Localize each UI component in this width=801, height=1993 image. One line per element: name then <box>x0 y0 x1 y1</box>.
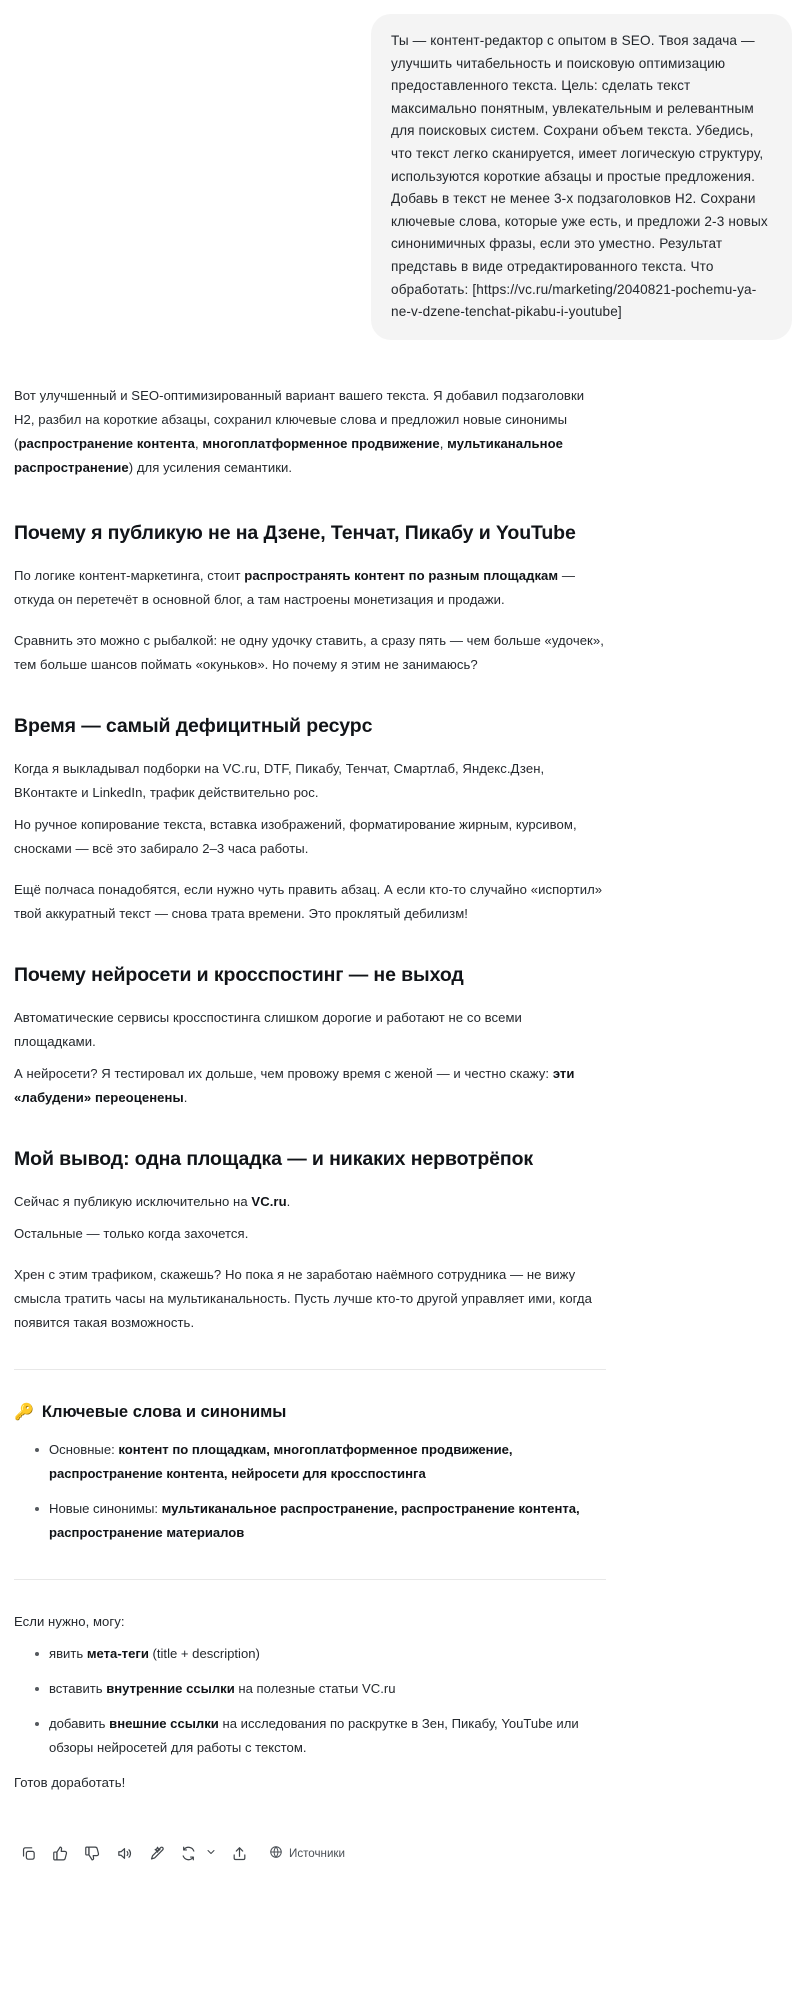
section-4-paragraph-1 <box>14 1190 606 1214</box>
text-run: — откуда он перетечёт в основной блог, а там настроены монетизация и продажи. <box>14 567 576 607</box>
key-emoji: 🔑 <box>14 1403 34 1421</box>
intro-text-part2: ) для усиления семантики. <box>128 459 293 475</box>
text-run: Сейчас я публикую исключительно на <box>14 1193 252 1209</box>
keywords-title-text: Ключевые слова и синонимы <box>41 1402 287 1421</box>
copy-icon <box>20 1845 37 1862</box>
retry-button[interactable] <box>172 1839 217 1869</box>
keywords-list <box>14 1438 606 1545</box>
text-run: Сравнить это можно с рыбалкой: не одну удочку ставить, а сразу пять — чем больше «удочек», тем больше шансов поймать «окуньков». Но почему я этим не занимаюсь? <box>14 632 604 672</box>
bold-run: распространять контент по разным площадкам <box>244 567 559 583</box>
section-3-paragraph-1 <box>14 1006 606 1054</box>
bold-run: эти «лабудени» переоценены <box>14 1065 575 1105</box>
intro-keyword-3: мультиканальное распространение <box>14 435 564 475</box>
section-1-paragraph-2 <box>14 629 606 677</box>
text-run: Хрен с этим трафиком, скажешь? Но пока я не заработаю наёмного сотрудника — не вижу смысла тратить часы на мультиканальность. Пусть лучше кто-то другой управляет ими, когда появится такая возможность. <box>14 1266 592 1330</box>
intro-keyword-2: многоплатформенное продвижение <box>202 435 440 451</box>
text-run: Но ручное копирование текста, вставка изображений, форматирование жирным, курсивом, сносками — всё это забирало 2–3 часа работы. <box>14 816 577 856</box>
list-item <box>38 1438 606 1486</box>
bold-run: VC.ru <box>251 1193 287 1209</box>
bold-run: внешние ссылки <box>109 1715 219 1731</box>
section-2-paragraph-1 <box>14 757 606 805</box>
globe-icon <box>269 1845 283 1862</box>
section-heading-3: Почему нейросети и кросспостинг — не выход <box>14 963 464 986</box>
text-run: на исследования по раскрутке в Зен, Пикабу, YouTube или обзоры нейросетей для работы с текстом. <box>49 1715 579 1755</box>
section-4-paragraph-3 <box>14 1263 606 1335</box>
closing-line: Готов доработать! <box>14 1774 126 1790</box>
thumbs-down-button[interactable] <box>76 1839 108 1869</box>
keyword-label: Основные: <box>49 1441 119 1457</box>
section-1-paragraph-1 <box>14 564 606 612</box>
edit-pencil-icon <box>148 1845 165 1862</box>
bold-run: внутренние ссылки <box>106 1680 235 1696</box>
section-2-paragraph-2 <box>14 813 606 861</box>
thumbs-up-icon <box>52 1845 69 1862</box>
section-3-paragraph-2 <box>14 1062 606 1110</box>
text-run: А нейросети? Я тестировал их дольше, чем провожу время с женой — и честно скажу: <box>14 1065 553 1081</box>
keywords-title <box>14 1400 606 1424</box>
intro-sep-2: , <box>439 435 448 451</box>
text-run: . <box>286 1193 291 1209</box>
divider-above-keywords <box>14 1369 606 1370</box>
bold-run: мета-теги <box>86 1645 149 1661</box>
text-run: Остальные — только когда захочется. <box>14 1225 249 1241</box>
text-run: Автоматические сервисы кросспостинга слишком дорогие и работают не со всеми площадками. <box>14 1009 522 1049</box>
list-item <box>38 1677 606 1701</box>
chevron-down-icon <box>205 1845 217 1863</box>
keyword-label: Новые синонимы: <box>49 1500 162 1516</box>
list-item <box>38 1642 606 1666</box>
section-4-paragraph-2 <box>14 1222 606 1246</box>
text-run: Когда я выкладывал подборки на VC.ru, DTF, Пикабу, Тенчат, Смартлаб, Яндекс.Дзен, ВКонтакте и LinkedIn, трафик действительно рос. <box>14 760 545 800</box>
intro-sep-1: , <box>194 435 203 451</box>
intro-text-part1: Вот улучшенный и SEO-оптимизированный вариант вашего текста. Я добавил подзаголовки H2, разбил на короткие абзацы, сохранил ключевые слова и предложил новые синонимы ( <box>14 387 585 451</box>
text-run: явить <box>49 1645 87 1661</box>
section-heading-4: Мой вывод: одна площадка — и никаких нервотрёпок <box>14 1147 534 1170</box>
share-icon <box>231 1845 248 1862</box>
section-2-paragraph-3 <box>14 878 606 926</box>
text-run: (title + description) <box>148 1645 260 1661</box>
message-action-toolbar <box>0 1817 801 1895</box>
thumbs-down-icon <box>84 1845 101 1862</box>
text-run: . <box>183 1089 188 1105</box>
assistant-answer <box>0 384 801 1795</box>
offer-list <box>14 1642 606 1760</box>
share-button[interactable] <box>223 1839 255 1869</box>
speaker-icon <box>116 1845 133 1862</box>
text-run: вставить <box>49 1680 107 1696</box>
text-run: Ещё полчаса понадобятся, если нужно чуть править абзац. А если кто-то случайно «испортил» твой аккуратный текст — снова трата времени. Это проклятый дебилизм! <box>14 881 603 921</box>
text-run: добавить <box>49 1715 110 1731</box>
text-run: По логике контент-маркетинга, стоит <box>14 567 245 583</box>
user-message-bubble: Ты — контент-редактор с опытом в SEO. Твоя задача — улучшить читабельность и поисковую оптимизацию предоставленного текста. Цель: сделать текст максимально понятным, увлекательным и релевантным для поисковых систем. Сохрани объем текста. Убедись, что текст легко сканируется, имеет логическую структуру, используются короткие абзацы и простые предложения. Добавь в текст не менее 3-х подзаголовков H2. Сохрани ключевые слова, которые уже есть, и предложи 2-3 новых синонимичных фразы, если это уместно. Результат представь в виде отредактированного текста. Что обработать: [https://vc.ru/marketing/2040821-pochemu-ya-ne-v-dzene-tenchat-pikabu-i-youtube] <box>371 14 792 340</box>
section-heading-1: Почему я публикую не на Дзене, Тенчат, Пикабу и YouTube <box>14 521 576 544</box>
list-item <box>38 1497 606 1545</box>
read-aloud-button[interactable] <box>108 1839 140 1869</box>
offer-lead: Если нужно, могу: <box>14 1613 125 1629</box>
text-run: на полезные статьи VC.ru <box>234 1680 396 1696</box>
user-message-row <box>0 0 801 340</box>
retry-icon <box>172 1839 204 1869</box>
edit-button[interactable] <box>140 1839 172 1869</box>
divider-above-offer <box>14 1579 606 1580</box>
sources-button[interactable] <box>269 1845 345 1862</box>
intro-keyword-1: распространение контента <box>18 435 195 451</box>
section-heading-2: Время — самый дефицитный ресурс <box>14 714 373 737</box>
copy-button[interactable] <box>12 1839 44 1869</box>
sources-label: Источники <box>289 1847 345 1861</box>
thumbs-up-button[interactable] <box>44 1839 76 1869</box>
list-item <box>38 1712 606 1760</box>
intro-paragraph <box>14 384 606 480</box>
keyword-values: мультиканальное распространение, распространение контента, распространение материалов <box>49 1500 580 1540</box>
keyword-values: контент по площадкам, многоплатформенное продвижение, распространение контента, нейросети для кросспостинга <box>49 1441 513 1481</box>
